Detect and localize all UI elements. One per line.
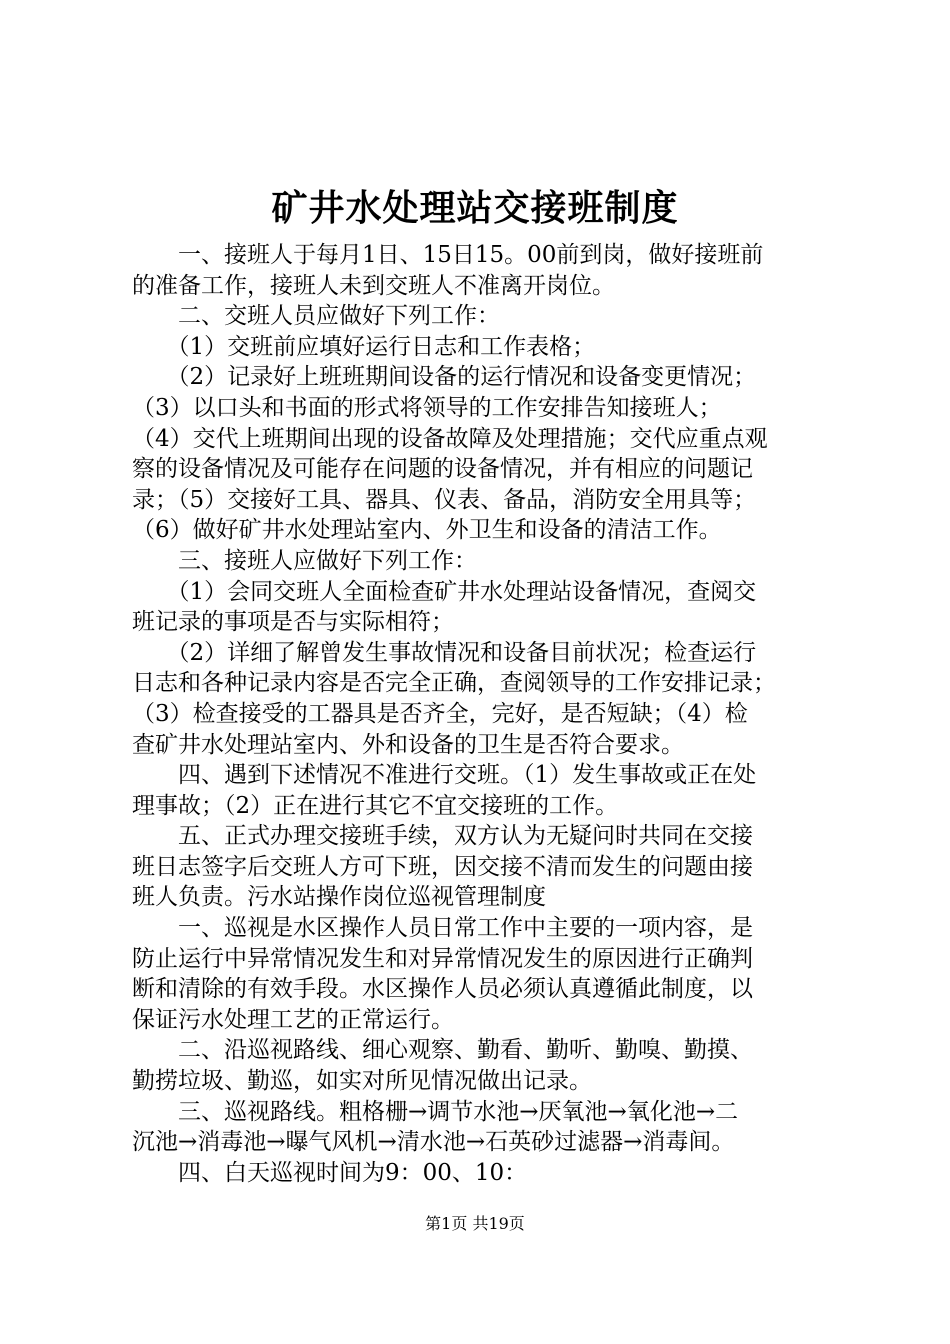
text-line: 断和清除的有效手段。水区操作人员必须认真遵循此制度，以 — [132, 976, 753, 1003]
text-line: 二、沿巡视路线、细心观察、勤看、勤听、勤嗅、勤摸、 — [132, 1037, 753, 1064]
text-line: 防止运行中异常情况发生和对异常情况发生的原因进行正确判 — [132, 945, 753, 972]
text-line: （3）以口头和书面的形式将领导的工作安排告知接班人； — [132, 394, 722, 421]
text-line: （1）交班前应填好运行日志和工作表格； — [132, 333, 596, 360]
text-line: 保证污水处理工艺的正常运行。 — [132, 1006, 454, 1033]
text-line: 四、白天巡视时间为9：00、10： — [132, 1159, 528, 1186]
text-line: 察的设备情况及可能存在问题的设备情况，并有相应的问题记 — [132, 456, 753, 483]
text-line: 一、巡视是水区操作人员日常工作中主要的一项内容，是 — [132, 915, 753, 942]
text-line: 班日志签字后交班人方可下班，因交接不清而发生的问题由接 — [132, 853, 753, 880]
text-line: 五、正式办理交接班手续，双方认为无疑问时共同在交接 — [132, 823, 753, 850]
text-line: 录；（5）交接好工具、器具、仪表、备品，消防安全用具等； — [132, 486, 757, 513]
text-line: 理事故；（2）正在进行其它不宜交接班的工作。 — [132, 792, 619, 819]
text-line: 勤捞垃圾、勤巡，如实对所见情况做出记录。 — [132, 1068, 592, 1095]
document-title: 矿井水处理站交接班制度 — [271, 187, 679, 229]
text-line: 一、接班人于每月1日、15日15。00前到岗，做好接班前 — [132, 242, 764, 268]
text-line: （2）详细了解曾发生事故情况和设备目前状况；检查运行 — [132, 639, 757, 666]
document-body — [132, 240, 832, 1188]
text-line: （4）交代上班期间出现的设备故障及处理措施；交代应重点观 — [132, 425, 768, 452]
text-line: （3）检查接受的工器具是否齐全，完好，是否短缺；（4）检 — [132, 700, 748, 727]
text-line: 日志和各种记录内容是否完全正确，查阅领导的工作安排记录； — [132, 670, 776, 697]
text-line: 班人负责。污水站操作岗位巡视管理制度 — [132, 884, 546, 911]
text-line: 四、遇到下述情况不准进行交班。（1）发生事故或正在处 — [132, 762, 757, 789]
text-line: 的准备工作，接班人未到交班人不准离开岗位。 — [132, 272, 615, 299]
text-line: （2）记录好上班班期间设备的运行情况和设备变更情况； — [132, 364, 757, 391]
text-line: 沉池→消毒池→曝气风机→清水池→石英砂过滤器→消毒间。 — [132, 1129, 735, 1156]
text-line: 二、交班人员应做好下列工作： — [132, 303, 500, 330]
text-line: 三、接班人应做好下列工作： — [132, 547, 477, 574]
text-line: 三、巡视路线。粗格栅→调节水池→厌氧池→氧化池→二 — [132, 1098, 739, 1125]
text-line: （6）做好矿井水处理站室内、外卫生和设备的清洁工作。 — [132, 517, 722, 544]
text-line: （1）会同交班人全面检查矿井水处理站设备情况，查阅交 — [132, 578, 757, 605]
page-footer: 第1页 共19页 — [425, 1214, 525, 1233]
text-line: 查矿井水处理站室内、外和设备的卫生是否符合要求。 — [132, 731, 684, 758]
text-line: 班记录的事项是否与实际相符； — [132, 609, 454, 636]
